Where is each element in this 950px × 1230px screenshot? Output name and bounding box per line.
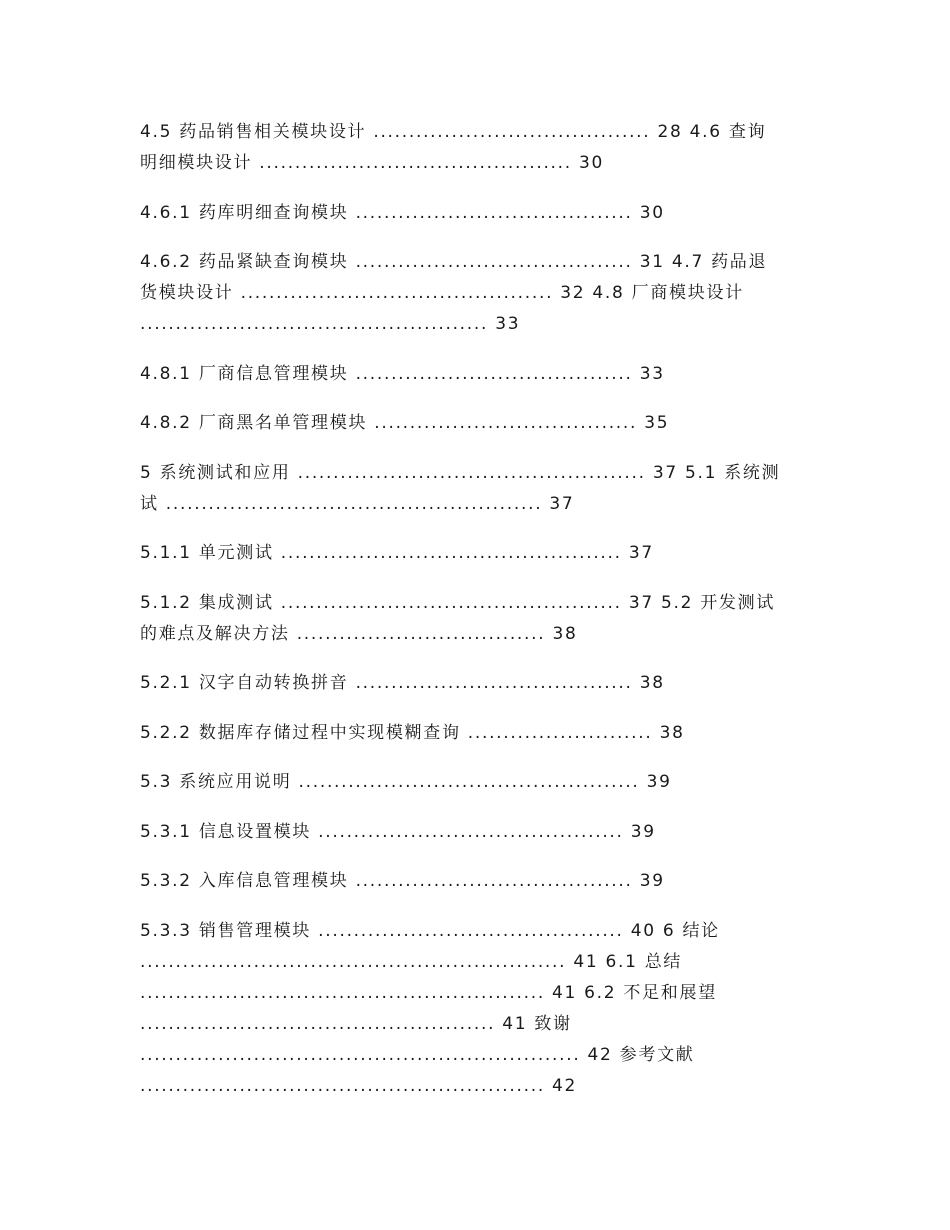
table-of-contents bbox=[140, 117, 805, 1120]
toc-line: 4.8.1 厂商信息管理模块 ....................................... 33 bbox=[140, 363, 665, 384]
toc-line: 5.2.2 数据库存储过程中实现模糊查询 .......................... 38 bbox=[140, 722, 685, 743]
toc-line: 5 系统测试和应用 ................................................. 37 5.1 系统测 bbox=[140, 462, 781, 483]
toc-line: .................................................. 41 致谢 bbox=[140, 1013, 572, 1034]
toc-entry bbox=[140, 117, 805, 179]
toc-entry bbox=[140, 588, 805, 650]
toc-line: ......................................................... 42 bbox=[140, 1075, 578, 1096]
toc-line: 5.2.1 汉字自动转换拼音 ....................................... 38 bbox=[140, 673, 665, 693]
toc-line: 明细模块设计 ............................................ 30 bbox=[140, 153, 605, 173]
toc-entry bbox=[140, 718, 805, 749]
toc-line: 试 ..................................................... 37 bbox=[140, 493, 575, 514]
toc-line: ......................................................... 41 6.2 不足和展望 bbox=[140, 982, 717, 1003]
toc-line: 货模块设计 ............................................ 32 4.8 厂商模块设计 bbox=[140, 283, 744, 303]
toc-entry bbox=[140, 767, 805, 798]
toc-entry bbox=[140, 668, 805, 699]
toc-entry bbox=[140, 359, 805, 390]
toc-line: 4.8.2 厂商黑名单管理模块 ..................................... 35 bbox=[140, 413, 670, 433]
toc-entry bbox=[140, 866, 805, 897]
toc-line: 5.3.3 销售管理模块 ........................................... 40 6 结论 bbox=[140, 920, 720, 941]
toc-line: ................................................. 33 bbox=[140, 314, 521, 334]
toc-entry bbox=[140, 198, 805, 229]
toc-entry bbox=[140, 408, 805, 439]
toc-line: ............................................................ 41 6.1 总结 bbox=[140, 951, 683, 972]
toc-line: 5.1.1 单元测试 ................................................ 37 bbox=[140, 543, 654, 563]
toc-entry bbox=[140, 916, 805, 1102]
toc-line: 5.3 系统应用说明 ................................................ 39 bbox=[140, 772, 672, 792]
toc-line: 5.3.1 信息设置模块 ........................................... 39 bbox=[140, 821, 656, 842]
toc-line: 4.5 药品销售相关模块设计 ....................................... 28 4.6 查询 bbox=[140, 122, 767, 142]
toc-entry bbox=[140, 458, 805, 520]
toc-line: 4.6.1 药库明细查询模块 ....................................... 30 bbox=[140, 202, 665, 223]
toc-line: 的难点及解决方法 ................................... 38 bbox=[140, 623, 578, 644]
toc-entry bbox=[140, 817, 805, 848]
toc-line: .............................................................. 42 参考文献 bbox=[140, 1044, 695, 1065]
toc-line: 4.6.2 药品紧缺查询模块 ....................................... 31 4.7 药品退 bbox=[140, 252, 768, 272]
toc-entry bbox=[140, 247, 805, 340]
toc-entry bbox=[140, 538, 805, 569]
toc-line: 5.3.2 入库信息管理模块 ....................................... 39 bbox=[140, 871, 665, 891]
toc-line: 5.1.2 集成测试 ................................................ 37 5.2 开发测试 bbox=[140, 592, 776, 613]
